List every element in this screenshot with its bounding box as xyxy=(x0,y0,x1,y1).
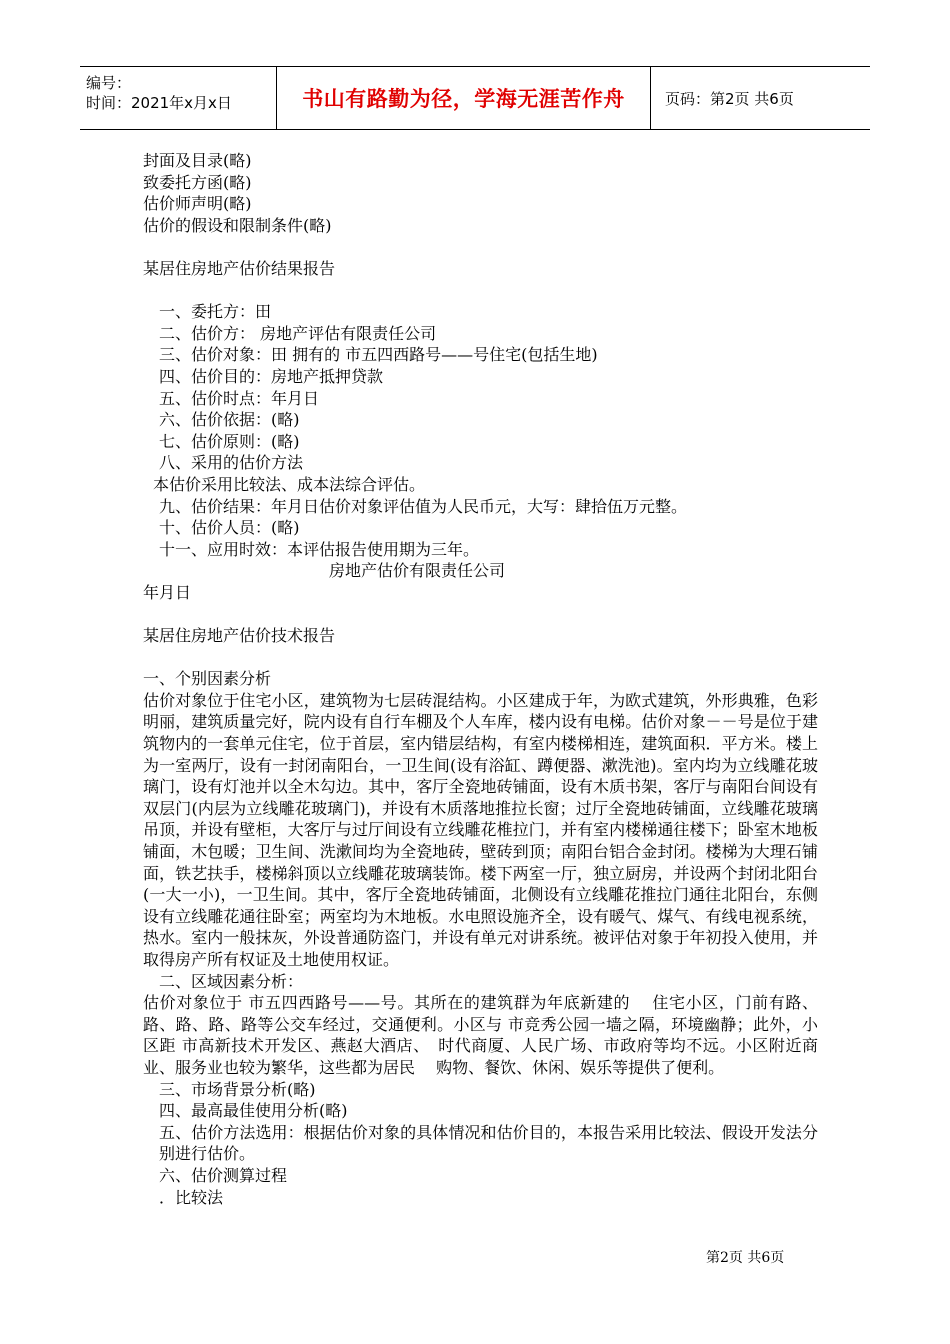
result-item: 十一、应用时效：本评估报告使用期为三年。 xyxy=(159,539,480,559)
result-item: 五、估价时点：年月日 xyxy=(159,388,320,408)
document-number-label: 编号： xyxy=(86,74,132,92)
result-item: 四、估价目的：房地产抵押贷款 xyxy=(159,366,384,386)
page-footer: 第2页 共6页 xyxy=(706,1250,785,1266)
result-item: 三、估价对象：田 拥有的 市五四西路号——号住宅(包括生地) xyxy=(159,345,598,365)
signature-company: 房地产估价有限责任公司 xyxy=(329,561,506,581)
result-item: 十、估价人员：(略) xyxy=(159,518,300,538)
document-body xyxy=(143,150,818,1208)
date-line: 年月日 xyxy=(143,582,192,602)
method-text: 本估价采用比较法、成本法综合评估。 xyxy=(153,474,426,494)
header-meta xyxy=(80,67,276,129)
document-time-label: 时间：2021年x月x日 xyxy=(86,94,232,112)
section-heading: 二、区域因素分析： xyxy=(159,971,304,991)
section-paragraph: 估价对象位于 市五四西路号——号。其所在的建筑群为年底新建的 住宅小区，门前有路、路、路、路、路等公交车经过，交通便利。小区与 市竞秀公园一墙之隔，环境幽静；此外，小区距 市高新技术开发区、燕赵大酒店、 时代商厦、人民广场、市政府等均不远。小区附近商业、服务业也较为繁华，这些都为居民 购物、餐饮、休闲、娱乐等提供了便利。 xyxy=(143,993,818,1077)
page-header xyxy=(80,66,870,130)
result-item: 一、委托方：田 xyxy=(159,302,272,322)
tech-report-title: 某居住房地产估价技术报告 xyxy=(143,626,336,646)
section-paragraph: 五、估价方法选用：根据估价对象的具体情况和估价目的，本报告采用比较法、假设开发法分别进行估价。 xyxy=(159,1122,818,1164)
header-page-label: 页码：第2页 共6页 xyxy=(665,89,794,108)
toc-item: 封面及目录(略) xyxy=(143,151,252,170)
result-item: 七、估价原则：(略) xyxy=(159,431,300,451)
subsection-heading: ．比较法 xyxy=(159,1187,224,1207)
result-item: 八、采用的估价方法 xyxy=(159,453,304,473)
section-paragraph: 估价对象位于住宅小区，建筑物为七层砖混结构。小区建成于年，为欧式建筑，外形典雅，色彩明丽，建筑质量完好，院内设有自行车棚及个人车库，楼内设有电梯。估价对象－－号是位于建筑物内的一套单元住宅，位于首层，室内错层结构，有室内楼梯相连，建筑面积．平方米。楼上为一室两厅，设有一封闭南阳台，一卫生间(设有浴缸、蹲便器、漱洗池)。室内均为立线雕花玻璃门，设有灯池并以全木勾边。其中，客厅全瓷地砖铺面，设有木质书架，客厅与南阳台间设有双层门(内层为立线雕花玻璃门)，并设有木质落地推拉长窗；过厅全瓷地砖铺面，立线雕花玻璃吊顶，并设有壁柜，大客厅与过厅间设有立线雕花椎拉门，并有室内楼梯通往楼下；卧室木地板铺面，木包暖；卫生间、洗漱间均为全瓷地砖，壁砖到顶；南阳台铝合金封闭。楼梯为大理石铺面，铁艺扶手，楼梯斜顶以立线雕花玻璃装饰。楼下两室一厅，独立厨房，并设两个封闭北阳台(一大一小)，一卫生间。其中，客厅全瓷地砖铺面，北侧设有立线雕花推拉门通往北阳台，东侧设有立线雕花通往卧室；两室均为木地板。水电照设施齐全，设有暖气、煤气、有线电视系统，热水。室内一般抹灰，外设普通防盗门，并设有单元对讲系统。被评估对象于年初投入使用，并取得房产所有权证及土地使用权证。 xyxy=(143,690,818,969)
toc-item: 致委托方函(略) xyxy=(143,172,252,192)
toc-item: 估价的假设和限制条件(略) xyxy=(143,215,332,235)
section-heading: 三、市场背景分析(略) xyxy=(159,1079,316,1099)
toc-item: 估价师声明(略) xyxy=(143,194,252,214)
section-heading: 一、个别因素分析 xyxy=(143,669,272,689)
header-motto: 书山有路勤为径，学海无涯苦作舟 xyxy=(276,67,651,129)
section-heading: 六、估价测算过程 xyxy=(159,1165,288,1185)
result-item: 六、估价依据：(略) xyxy=(159,410,300,430)
result-item: 二、估价方： 房地产评估有限责任公司 xyxy=(159,323,437,343)
section-heading: 四、最高最佳使用分析(略) xyxy=(159,1101,348,1121)
result-report-title: 某居住房地产估价结果报告 xyxy=(143,258,336,278)
result-item: 九、估价结果：年月日估价对象评估值为人民币元，大写：肆拾伍万元整。 xyxy=(159,496,688,516)
